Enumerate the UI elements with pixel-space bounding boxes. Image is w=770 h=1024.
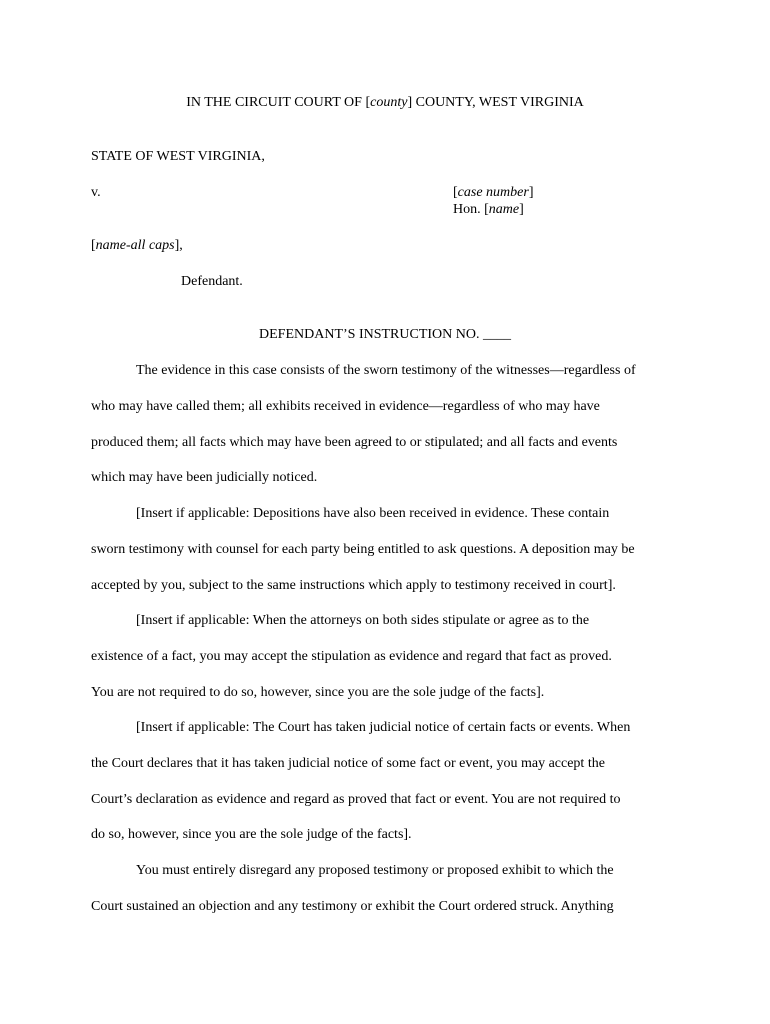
body-line: do so, however, since you are the sole judge of the facts].: [91, 827, 412, 842]
body-line: sworn testimony with counsel for each party being entitled to ask questions. A deposition may be: [91, 542, 635, 557]
body-line: which may have been judicially noticed.: [91, 470, 318, 485]
instruction-title: DEFENDANT’S INSTRUCTION NO. ____: [259, 327, 511, 342]
court-heading: IN THE CIRCUIT COURT OF [county] COUNTY, WEST VIRGINIA: [186, 95, 584, 110]
versus-label: v.: [91, 185, 101, 200]
case-number: [case number]: [453, 185, 534, 200]
judge-name: Hon. [name]: [453, 202, 524, 217]
defendant-label: Defendant.: [181, 274, 243, 289]
body-line: Court’s declaration as evidence and regard as proved that fact or event. You are not required to: [91, 792, 621, 807]
body-line: You are not required to do so, however, since you are the sole judge of the facts].: [91, 685, 545, 700]
body-line: existence of a fact, you may accept the stipulation as evidence and regard that fact as proved.: [91, 649, 612, 664]
plaintiff-name: STATE OF WEST VIRGINIA,: [91, 149, 265, 164]
body-line: accepted by you, subject to the same instructions which apply to testimony received in court].: [91, 578, 616, 593]
body-line: [Insert if applicable: The Court has taken judicial notice of certain facts or events. When: [136, 720, 631, 735]
county-placeholder: county: [370, 95, 408, 110]
body-line: produced them; all facts which may have been agreed to or stipulated; and all facts and events: [91, 435, 618, 450]
body-line: [Insert if applicable: When the attorneys on both sides stipulate or agree as to the: [136, 613, 590, 628]
defendant-name: [name-all caps],: [91, 238, 183, 253]
body-line: the Court declares that it has taken judicial notice of some fact or event, you may accept the: [91, 756, 605, 771]
body-line: You must entirely disregard any proposed testimony or proposed exhibit to which the: [136, 863, 614, 878]
body-line: [Insert if applicable: Depositions have also been received in evidence. These contain: [136, 506, 610, 521]
body-line: who may have called them; all exhibits received in evidence—regardless of who may have: [91, 399, 600, 414]
body-line: The evidence in this case consists of the sworn testimony of the witnesses—regardless of: [136, 363, 636, 378]
body-line: Court sustained an objection and any testimony or exhibit the Court ordered struck. Anything: [91, 899, 614, 914]
